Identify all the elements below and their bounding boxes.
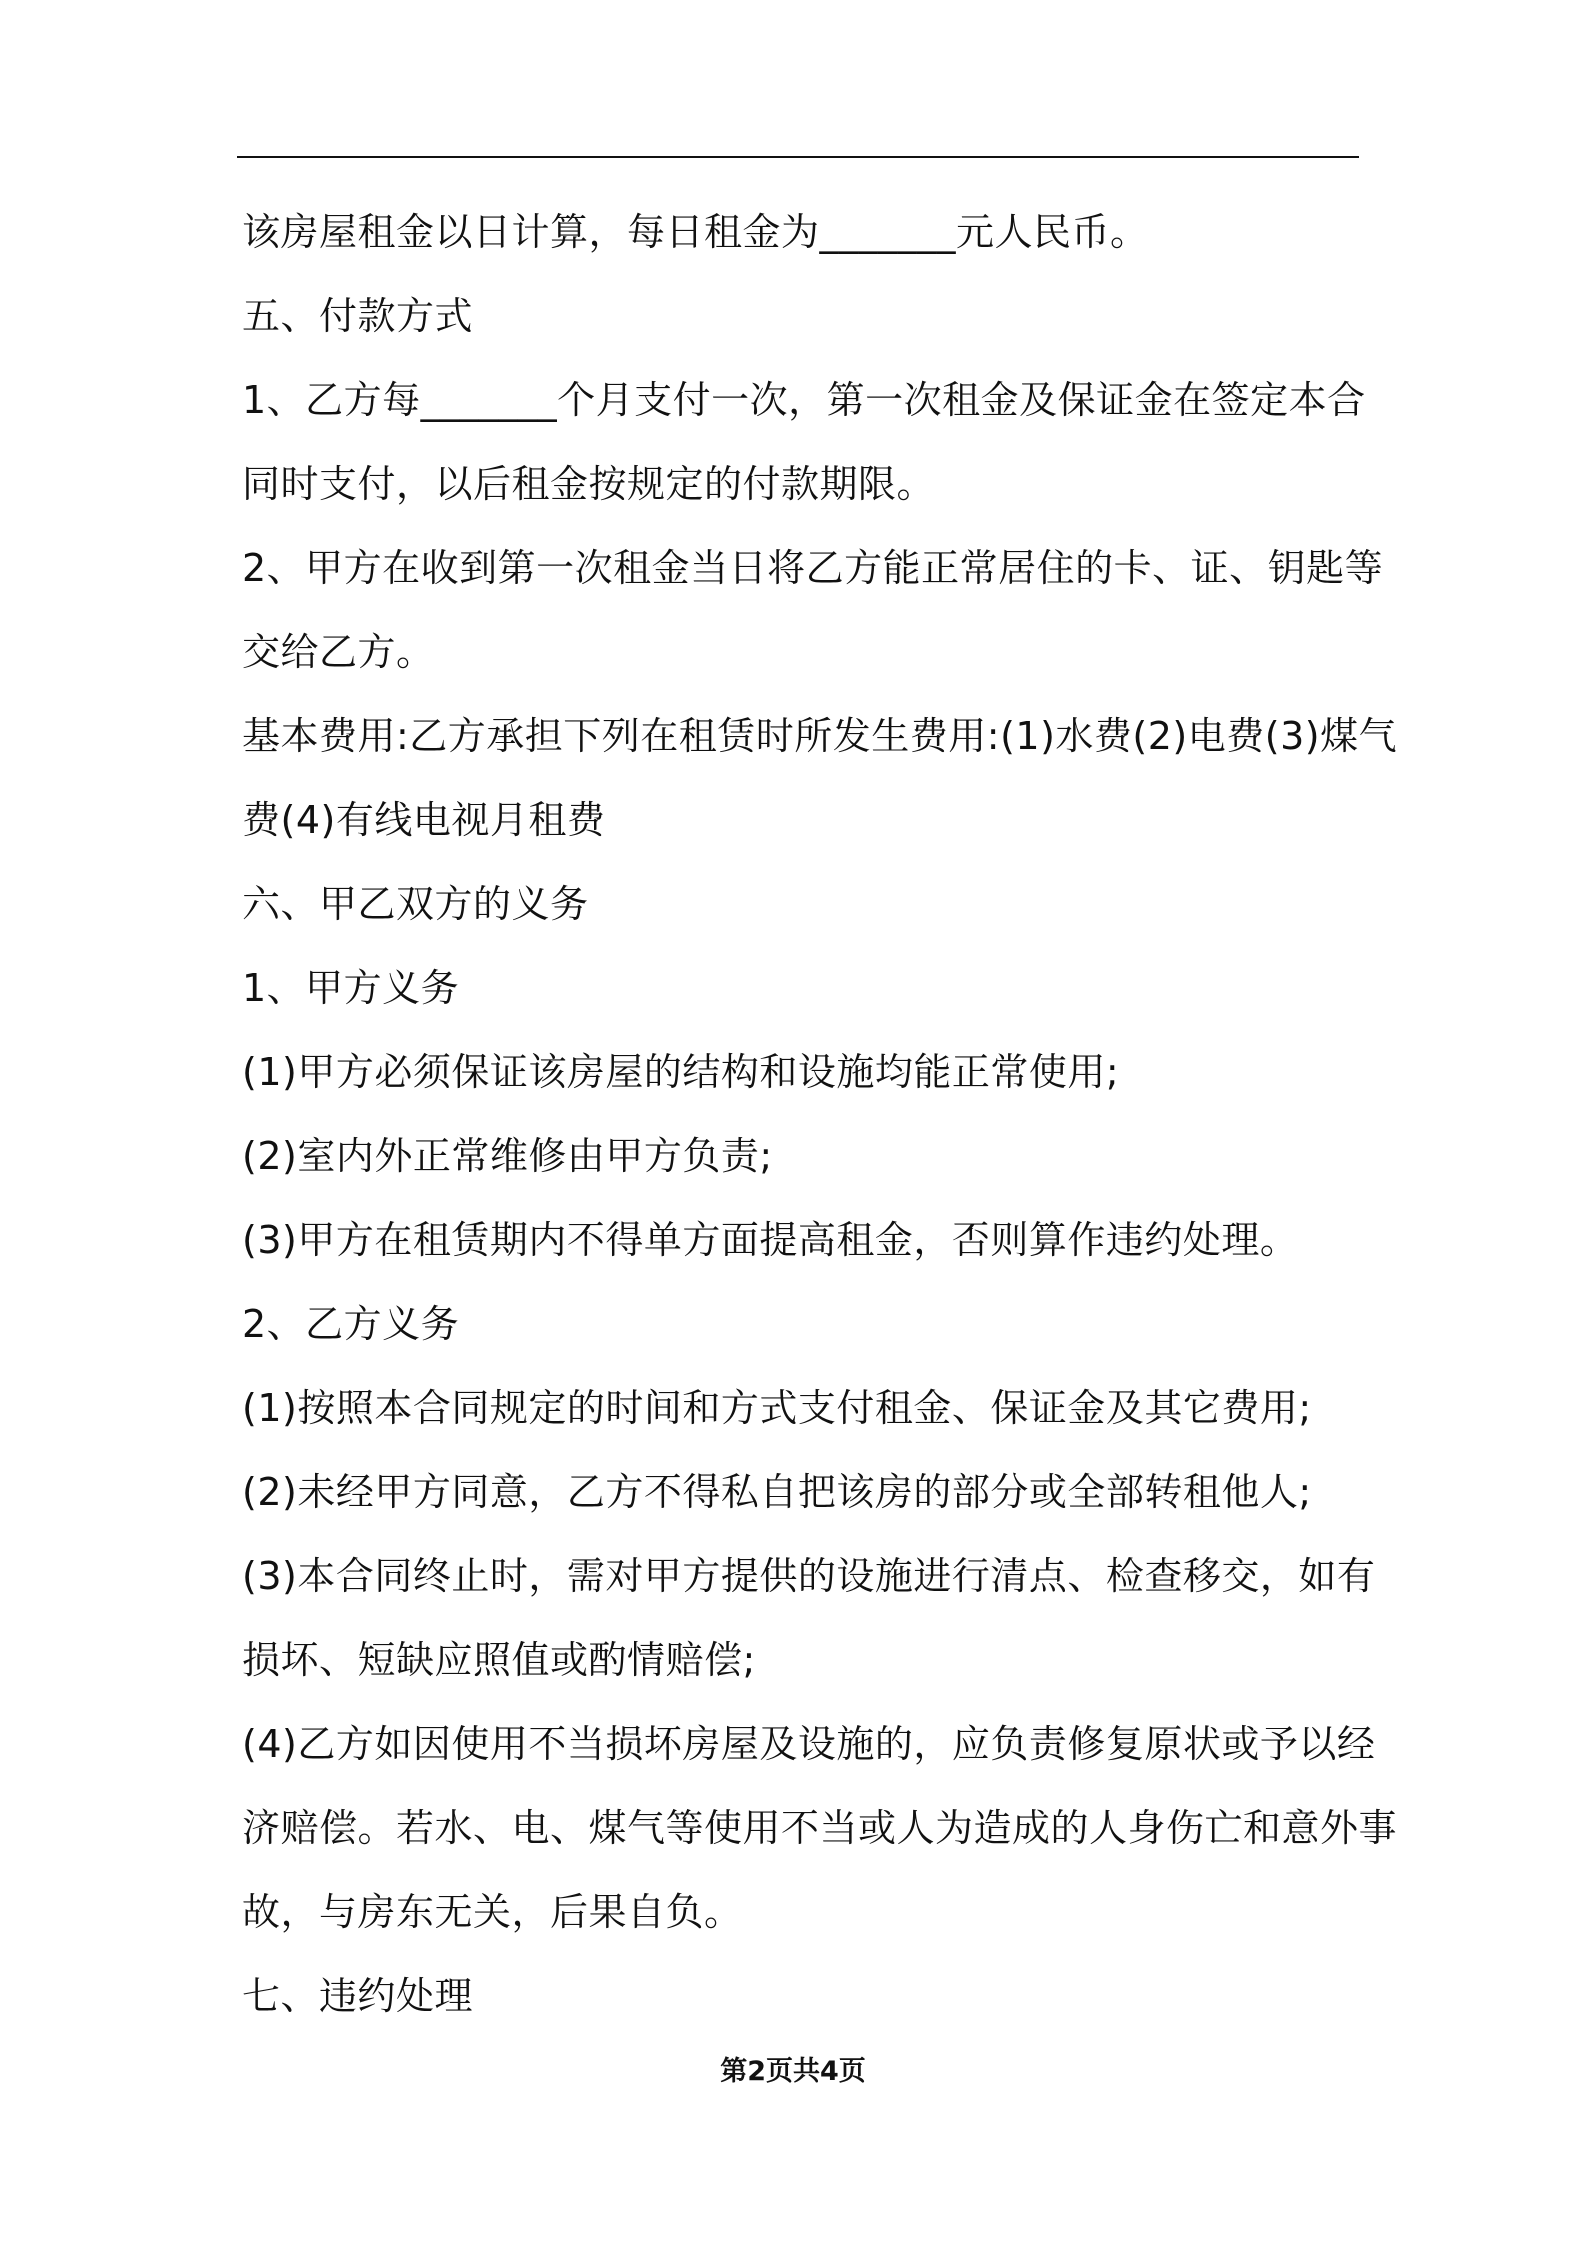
body-line: 该房屋租金以日计算，每日租金为_______元人民币。 [242,210,1149,254]
body-line: 2、甲方在收到第一次租金当日将乙方能正常居住的卡、证、钥匙等 [242,546,1384,590]
body-line: 损坏、短缺应照值或酌情赔偿; [242,1638,756,1682]
body-line: 同时支付，以后租金按规定的付款期限。 [242,462,936,506]
body-line: 费(4)有线电视月租费 [242,798,606,842]
body-line: 故，与房东无关，后果自负。 [242,1890,743,1934]
section-heading: 五、付款方式 [242,294,474,338]
body-line: 基本费用:乙方承担下列在租赁时所发生费用:(1)水费(2)电费(3)煤气 [242,714,1398,758]
body-line: 济赔偿。若水、电、煤气等使用不当或人为造成的人身伤亡和意外事 [242,1806,1398,1850]
body-line: (4)乙方如因使用不当损坏房屋及设施的，应负责修复原状或予以经 [242,1722,1376,1766]
body-line: (1)按照本合同规定的时间和方式支付租金、保证金及其它费用; [242,1386,1312,1430]
section-heading: 六、甲乙双方的义务 [242,882,589,926]
body-line: (2)室内外正常维修由甲方负责; [242,1134,773,1178]
subsection-heading: 2、乙方义务 [242,1302,460,1346]
header-rule [237,156,1359,158]
page-number: 第2页共4页 [720,2056,866,2087]
body-line: (2)未经甲方同意，乙方不得私自把该房的部分或全部转租他人; [242,1470,1312,1514]
subsection-heading: 1、甲方义务 [242,966,460,1010]
document-body [242,190,1398,2038]
body-line: (1)甲方必须保证该房屋的结构和设施均能正常使用; [242,1050,1120,1094]
body-line: 交给乙方。 [242,630,435,674]
body-line: (3)本合同终止时，需对甲方提供的设施进行清点、检查移交，如有 [242,1554,1376,1598]
body-line: 1、乙方每_______个月支付一次，第一次租金及保证金在签定本合 [242,378,1366,422]
section-heading: 七、违约处理 [242,1974,474,2018]
body-line: (3)甲方在租赁期内不得单方面提高租金，否则算作违约处理。 [242,1218,1299,1262]
